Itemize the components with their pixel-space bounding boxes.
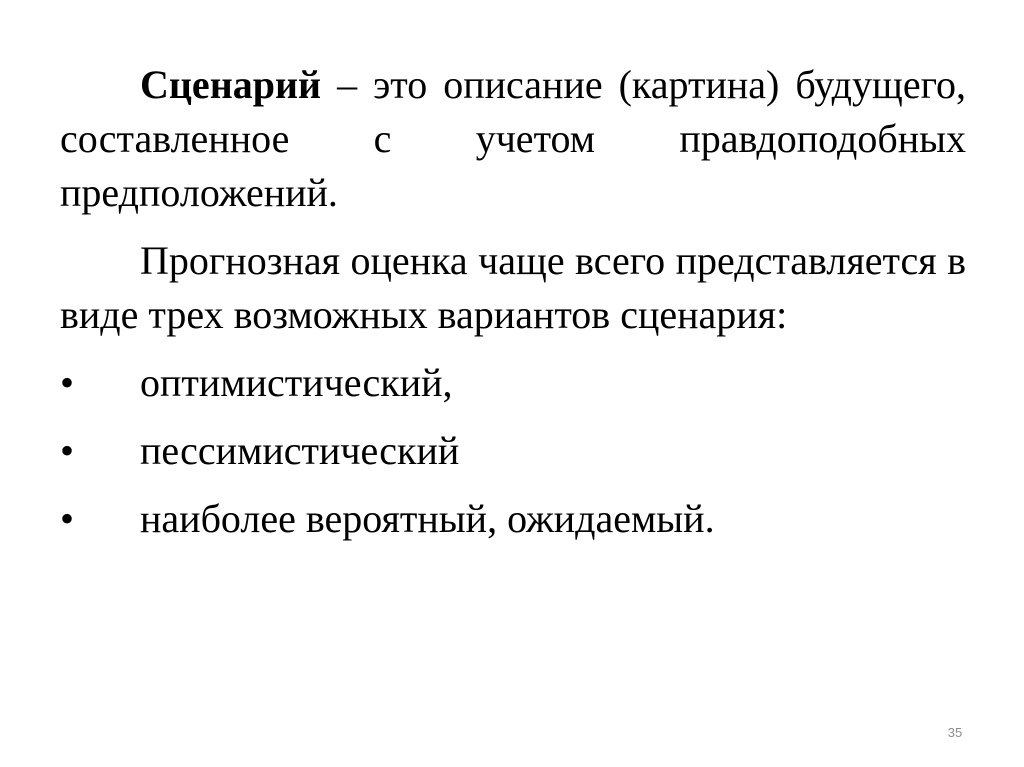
list-item-label: оптимистический, bbox=[140, 360, 453, 405]
intro-paragraph: Прогнозная оценка чаще всего представляется в виде трех возможных вариантов сценария: bbox=[60, 238, 966, 337]
list-item-label: пессимистический bbox=[140, 428, 460, 473]
page-number: 35 bbox=[947, 725, 963, 740]
definition-text: – это описание (картина) будущего, составленное с учетом правдоподобных предположений. bbox=[60, 62, 966, 215]
bullet-icon: • bbox=[60, 496, 75, 541]
definition-term: Сценарий bbox=[140, 62, 322, 107]
list-item bbox=[60, 492, 966, 560]
list-item bbox=[60, 424, 966, 492]
list-item bbox=[60, 356, 966, 424]
scenario-list bbox=[60, 356, 966, 560]
list-item-label: наиболее вероятный, ожидаемый. bbox=[140, 496, 715, 541]
bullet-icon: • bbox=[60, 428, 75, 473]
bullet-icon: • bbox=[60, 360, 75, 405]
slide-body bbox=[60, 58, 966, 560]
definition-paragraph bbox=[60, 58, 966, 220]
